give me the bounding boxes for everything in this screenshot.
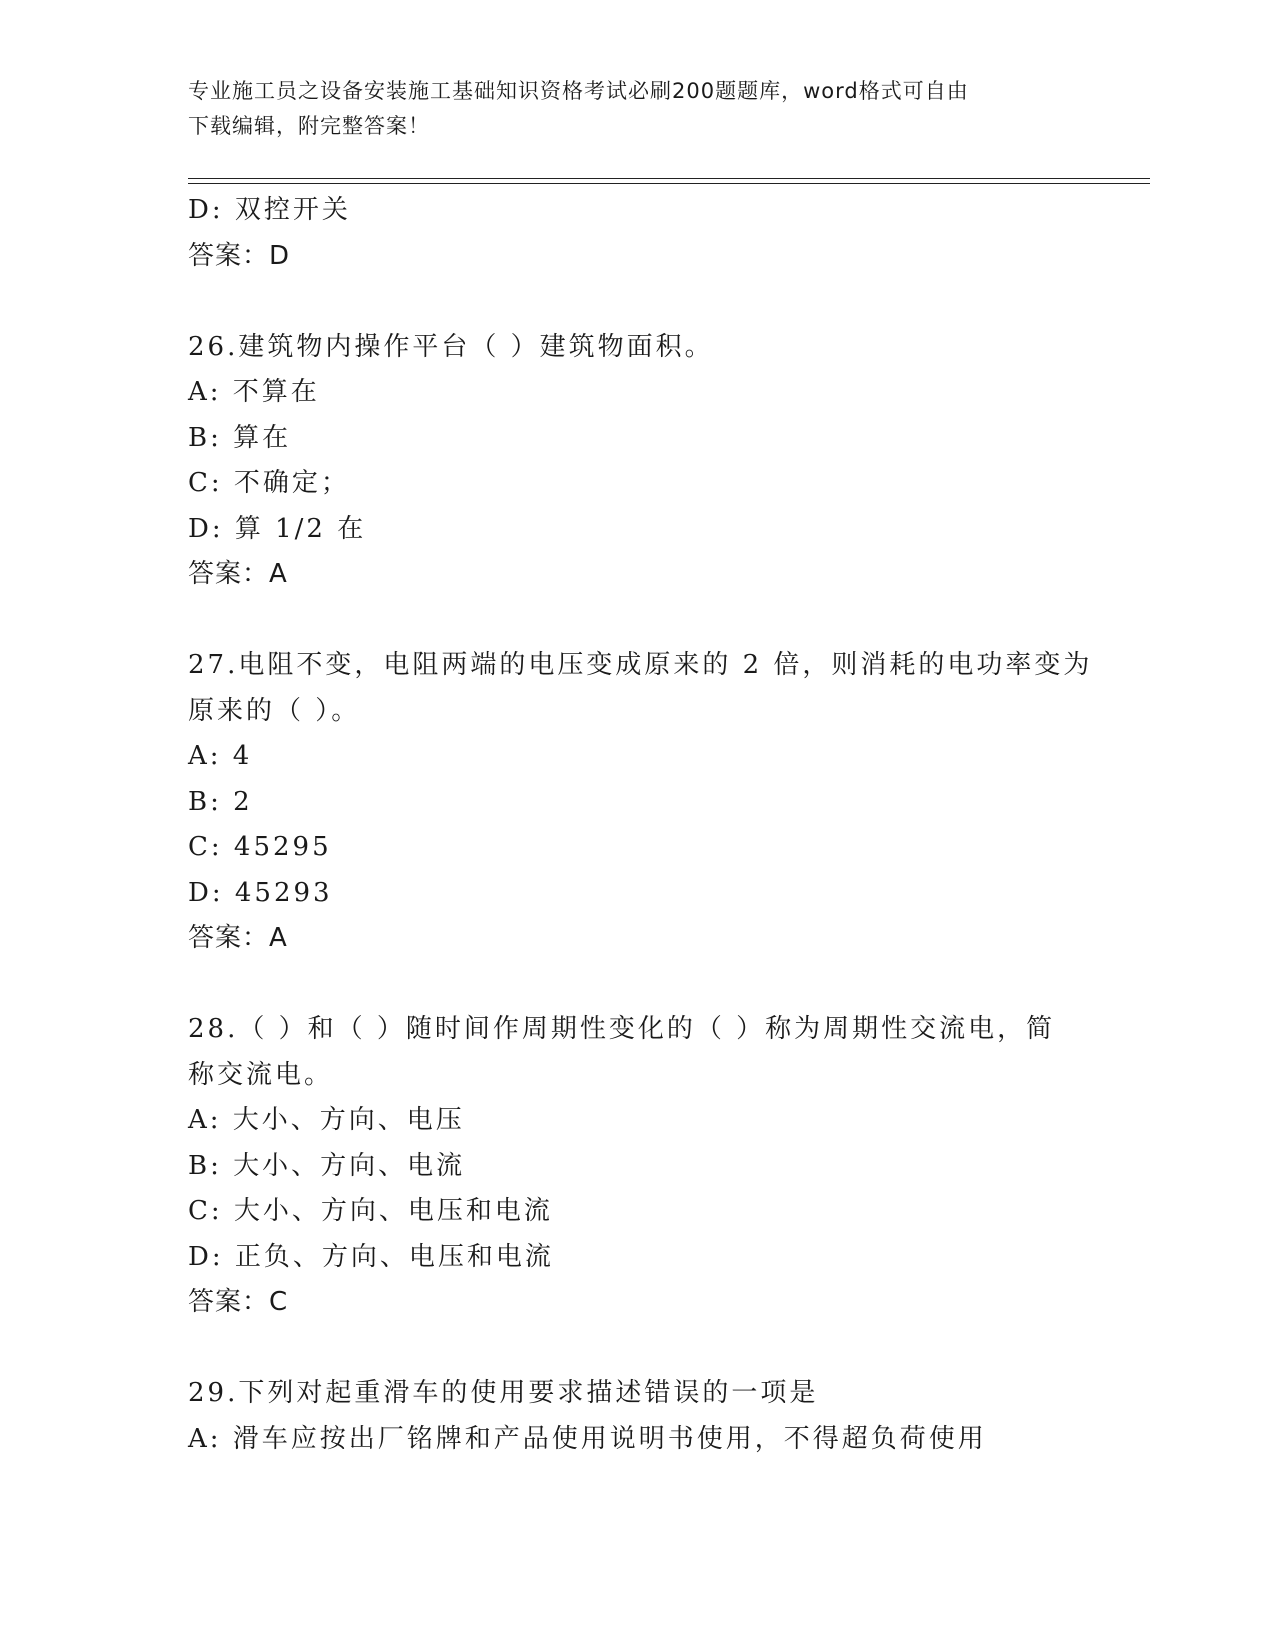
page-header	[188, 74, 1068, 144]
option-b: B: 算在	[188, 422, 292, 453]
document-body	[188, 188, 1118, 1462]
option-a: A: 滑车应按出厂铭牌和产品使用说明书使用，不得超负荷使用	[188, 1423, 987, 1454]
option-d: D: 双控开关	[188, 195, 351, 225]
header-divider-top	[188, 178, 1150, 179]
option-a: A: 不算在	[188, 377, 320, 407]
option-b: B: 大小、方向、电流	[188, 1150, 466, 1181]
question-27-line-2: 原来的（ ）。	[188, 695, 361, 726]
question-27-line-1: 27.电阻不变，电阻两端的电压变成原来的 2 倍，则消耗的电功率变为	[188, 650, 1093, 680]
option-a: A: 4	[188, 741, 253, 771]
answer: 答案：D	[188, 240, 291, 271]
header-line-2: 下载编辑，附完整答案！	[188, 114, 430, 138]
option-c: C: 45295	[188, 832, 332, 862]
answer: 答案：A	[188, 559, 288, 589]
spacer	[188, 962, 1118, 1008]
option-c: C: 大小、方向、电压和电流	[188, 1196, 553, 1226]
question-28-line-2: 称交流电。	[188, 1059, 334, 1090]
option-a: A: 大小、方向、电压	[188, 1105, 465, 1135]
option-d: D: 正负、方向、电压和电流	[188, 1241, 554, 1272]
question-28-line-1: 28.（ ）和（ ）随时间作周期性变化的（ ）称为周期性交流电，简	[188, 1014, 1056, 1044]
header-line-1: 专业施工员之设备安装施工基础知识资格考试必刷200题题库，word格式可自由	[188, 79, 969, 103]
answer: 答案：C	[188, 1287, 289, 1317]
option-b: B: 2	[188, 786, 253, 817]
option-d: D: 45293	[188, 877, 333, 908]
spacer	[188, 598, 1118, 644]
question-26: 26.建筑物内操作平台（ ）建筑物面积。	[188, 331, 714, 362]
answer: 答案：A	[188, 923, 288, 953]
header-divider-bottom	[188, 183, 1150, 184]
option-c: C: 不确定；	[188, 468, 350, 498]
question-29: 29.下列对起重滑车的使用要求描述错误的一项是	[188, 1378, 819, 1408]
option-d: D: 算 1/2 在	[188, 513, 367, 544]
spacer	[188, 279, 1118, 325]
spacer	[188, 1326, 1118, 1372]
